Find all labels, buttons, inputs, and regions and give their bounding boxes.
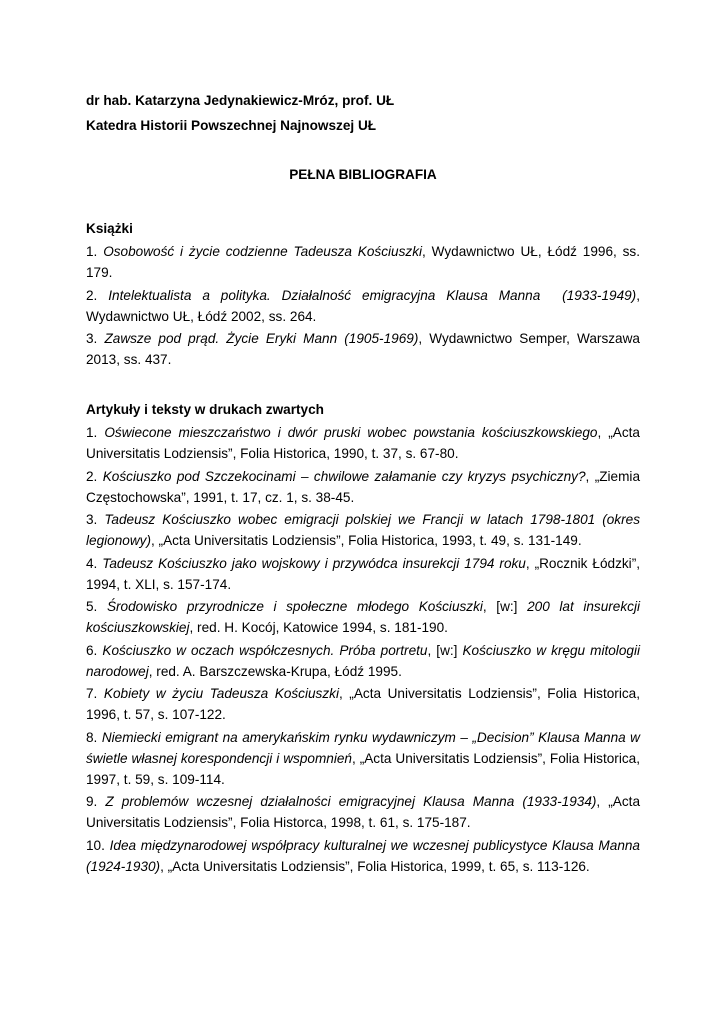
bibliography-entry: 1. Oświecone mieszczaństwo i dwór pruski wobec powstania kościuszkowskiego, „Acta Universitatis Lodziensis”, Folia Historica, 1990, t. 37, s. 67-80. [86,425,640,461]
entry-title: Kościuszko pod Szczekocinami – chwilowe załamanie czy kryzys psychiczny? [102,468,586,484]
entry-title: Niemiecki emigrant na amerykańskim rynku wydawniczym – „Decision” Klausa Manna w świetle własnej korespondencji i wspomnień [86,729,640,766]
section-heading-articles: Artykuły i teksty w drukach zwartych [86,402,324,417]
entry-title: Zawsze pod prąd. Życie Eryki Mann (1905-1969) [104,331,419,346]
bibliography-entry: 6. Kościuszko w oczach współczesnych. Próba portretu, [w:] Kościuszko w kręgu mitologii narodowej, red. A. Barszczewska-Krupa, Łódź 1995. [86,642,640,679]
section-heading-books: Książki [86,221,133,236]
document-title: PEŁNA BIBLIOGRAFIA [289,167,437,182]
bibliography-entry: 3. Tadeusz Kościuszko wobec emigracji polskiej we Francji w latach 1798-1801 (okres legionowy), „Acta Universitatis Lodziensis”, Folia Historica, 1993, t. 49, s. 131-149. [86,512,640,548]
bibliography-entry: 2. Kościuszko pod Szczekocinami – chwilowe załamanie czy kryzys psychiczny?, „Ziemia Częstochowska”, 1991, t. 17, cz. 1, s. 38-45. [86,468,641,505]
entry-title: Oświecone mieszczaństwo i dwór pruski wobec powstania kościuszkowskiego [104,425,598,440]
entry-title: Intelektualista a polityka. Działalność emigracyjna Klausa Manna (1933-1949) [108,287,637,303]
bibliography-entry: 4. Tadeusz Kościuszko jako wojskowy i przywódca insurekcji 1794 roku, „Rocznik Łódzki”, 1994, t. XLI, s. 157-174. [86,555,640,592]
bibliography-entry: 10. Idea międzynarodowej współpracy kulturalnej we wczesnej publicystyce Klausa Manna (1924-1930), „Acta Universitatis Lodziensis”, Folia Historica, 1999, t. 65, s. 113-126. [86,837,640,874]
bibliography-entry: 5. Środowisko przyrodnicze i społeczne młodego Kościuszki, [w:] 200 lat insurekcji kościuszkowskiej, red. H. Kocój, Katowice 1994, s. 181-190. [86,599,640,635]
bibliography-entry: 2. Intelektualista a polityka. Działalność emigracyjna Klausa Manna (1933-1949), Wydawnictwo UŁ, Łódź 2002, ss. 264. [86,287,640,324]
department-name: Katedra Historii Powszechnej Najnowszej UŁ [86,118,377,133]
entry-title: Tadeusz Kościuszko jako wojskowy i przywódca insurekcji 1794 roku [102,555,526,571]
entry-collection-title: 200 lat insurekcji kościuszkowskiej [86,599,640,635]
entry-title: Tadeusz Kościuszko wobec emigracji polskiej we Francji w latach 1798-1801 (okres legionowy) [86,512,640,548]
entry-title: Kościuszko w oczach współczesnych. Próba portretu [102,642,428,658]
bibliography-entry: 1. Osobowość i życie codzienne Tadeusza Kościuszki, Wydawnictwo UŁ, Łódź 1996, ss. 179. [86,244,640,280]
entry-collection-title: Kościuszko w kręgu mitologii narodowej [86,642,640,679]
entry-title: Idea międzynarodowej współpracy kulturalnej we wczesnej publicystyce Klausa Manna (1924-1930) [86,837,640,874]
bibliography-entry: 9. Z problemów wczesnej działalności emigracyjnej Klausa Manna (1933-1934), „Acta Universitatis Lodziensis”, Folia Historca, 1998, t. 61, s. 175-187. [86,794,640,830]
document-page [86,88,640,878]
books-list [86,241,640,370]
bibliography-entry: 3. Zawsze pod prąd. Życie Eryki Mann (1905-1969), Wydawnictwo Semper, Warszawa 2013, ss. 437. [86,331,640,367]
bibliography-entry: 8. Niemiecki emigrant na amerykańskim rynku wydawniczym – „Decision” Klausa Manna w świetle własnej korespondencji i wspomnień, „Acta Universitatis Lodziensis”, Folia Historica, 1997, t. 59, s. 109-114. [86,729,640,787]
entry-title: Osobowość i życie codzienne Tadeusza Kościuszki [103,244,423,259]
entry-title: Środowisko przyrodnicze i społeczne młodego Kościuszki [106,599,483,614]
entry-title: Kobiety w życiu Tadeusza Kościuszki [103,686,339,701]
entry-title: Z problemów wczesnej działalności emigracyjnej Klausa Manna (1933-1934) [105,794,597,809]
bibliography-entry: 7. Kobiety w życiu Tadeusza Kościuszki, „Acta Universitatis Lodziensis”, Folia Historica, 1996, t. 57, s. 107-122. [86,686,640,722]
author-name: dr hab. Katarzyna Jedynakiewicz-Mróz, prof. UŁ [86,93,395,108]
articles-list [86,422,640,877]
